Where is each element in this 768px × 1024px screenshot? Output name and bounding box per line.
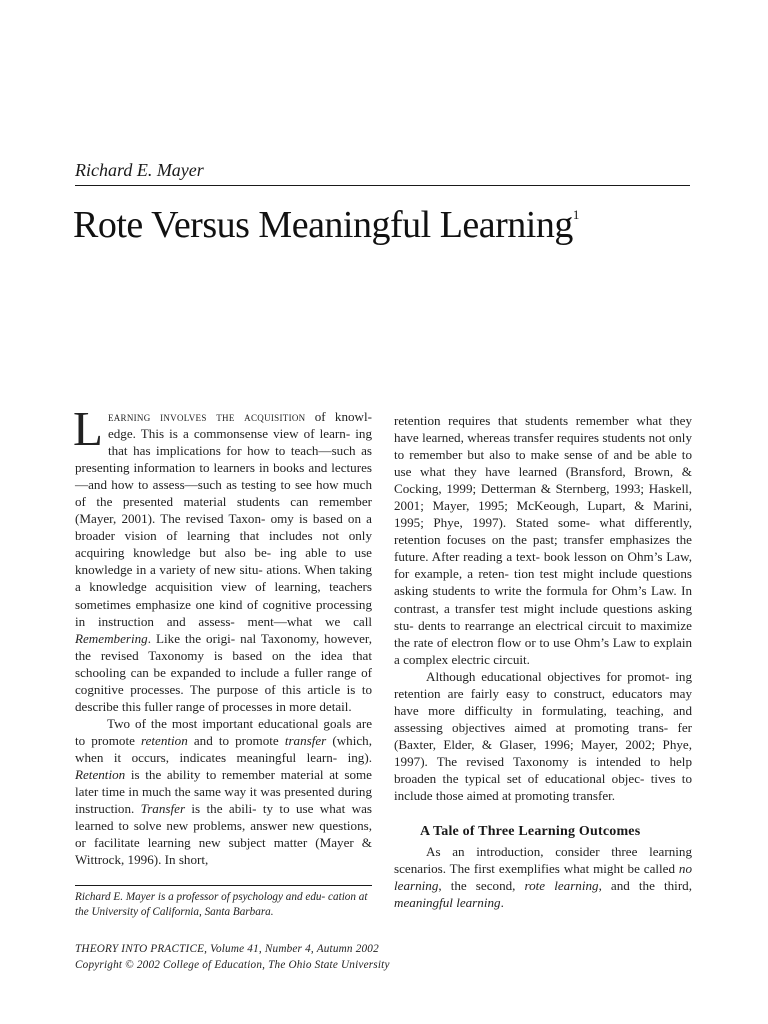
title-footnote-marker: 1 (572, 207, 579, 223)
emphasis: Transfer (140, 801, 186, 817)
paragraph-text: of knowl- edge. This is a commonsense view of learn- ing that has implications for how to teach—such as presenting information to learners in books and lectures—and how to assess—such as testing to see how much of the presented material students can remember (Mayer, 2001). The revised Taxon- omy is based on a broader vision of learning that includes not only acquiring knowledge but also be- ing able to use knowledge in a variety of new situ- ations. When taking a knowledge acquisition view of learning, teachers sometimes emphasize one kind of cognitive processing in instruction and assess- ment—what we call (75, 409, 372, 629)
drop-cap: L (73, 401, 103, 456)
paragraph-text: , and the third, (598, 878, 692, 894)
author-name: Richard E. Mayer (75, 160, 204, 180)
paragraph: Although educational objectives for promot- ing retention are fairly easy to construct, educators may have more difficulty in formulating, teaching, and assessing objectives aimed at promoting trans- fer (Baxter, Elder, & Glaser, 1996; Mayer, 2002; Phye, 1997). The revised Taxonomy is intended to help broaden the typical set of educational objec- tives to include those aimed at promoting transfer. (394, 668, 692, 804)
emphasis: no learning (394, 861, 692, 894)
footnote-rule (75, 885, 372, 886)
journal-info (75, 942, 525, 973)
paragraph-text: (which, when it occurs, indicates meaningful learn- ing). (75, 732, 372, 765)
title-text: Rote Versus Meaningful Learning (73, 204, 573, 246)
journal-name: THEORY INTO PRACTICE (75, 943, 205, 955)
paragraph-text: Two of the most important educational goals are to promote (75, 715, 372, 748)
header-rule (75, 185, 690, 186)
emphasis: retention (140, 732, 188, 748)
emphasis: Retention (75, 766, 126, 782)
journal-citation (75, 942, 525, 958)
author-footnote: Richard E. Mayer is a professor of psychology and edu- cation at the University of California, Santa Barbara. (75, 891, 368, 918)
emphasis: transfer (284, 732, 327, 748)
article-title (73, 203, 579, 247)
emphasis: meaningful learning (394, 895, 501, 911)
paragraph-text: and to promote (187, 732, 285, 748)
paragraph-text: is the abili- ty to use what was learned to solve new problems, answer new questions, or facilitate learning new subject matter (Mayer & Wittrock, 1996). In short, (75, 801, 372, 868)
journal-volume: , Volume 41, Number 4, Autumn 2002 (204, 943, 379, 955)
emphasis: Remembering (75, 630, 148, 646)
paragraph (394, 843, 692, 911)
paragraph (73, 401, 372, 715)
lead-in-smallcaps: earning involves the acquisition (107, 409, 306, 424)
left-column (73, 401, 372, 868)
paragraph (75, 715, 372, 868)
paragraph: retention requires that students remember what they have learned, whereas transfer requires students not only to remember but also to make sense of and be able to use what they have learned (Bransford, Brown, & Cocking, 1999; Detterman & Sternberg, 1993; Haskell, 2001; Mayer, 1995; McKeough, Lupart, & Marini, 1995; Phye, 1997). Stated some- what differently, retention focuses on the past; transfer emphasizes the future. After reading a text- book lesson on Ohm’s Law, for example, a reten- tion test might include questions asking students to write the formula for Ohm’s Law. In contrast, a transfer test might include questions asking stu- dents to rearrange an electrical circuit to maximize the rate of electron flow or to use Ohm’s Law to explain a complex electric circuit. (394, 413, 692, 667)
section-heading: A Tale of Three Learning Outcomes (420, 824, 641, 840)
paragraph-text: . (500, 895, 504, 911)
paragraph-text: As an introduction, consider three learning scenarios. The first exemplifies what might be called (394, 844, 692, 877)
paragraph-text: , the second, (438, 878, 525, 894)
copyright-line: Copyright © 2002 College of Education, The Ohio State University (75, 958, 390, 971)
emphasis: rote learning (524, 878, 599, 894)
right-column (394, 412, 692, 911)
paragraph-text: is the ability to remember material at some later time in much the same way it was presented during instruction. (75, 766, 372, 817)
paragraph-text: . Like the origi- nal Taxonomy, however, the revised Taxonomy is based on the idea that schooling can be expanded to include a fuller range of cognitive processes. The purpose of this article is to describe this fuller range of processes in more detail. (75, 630, 372, 714)
